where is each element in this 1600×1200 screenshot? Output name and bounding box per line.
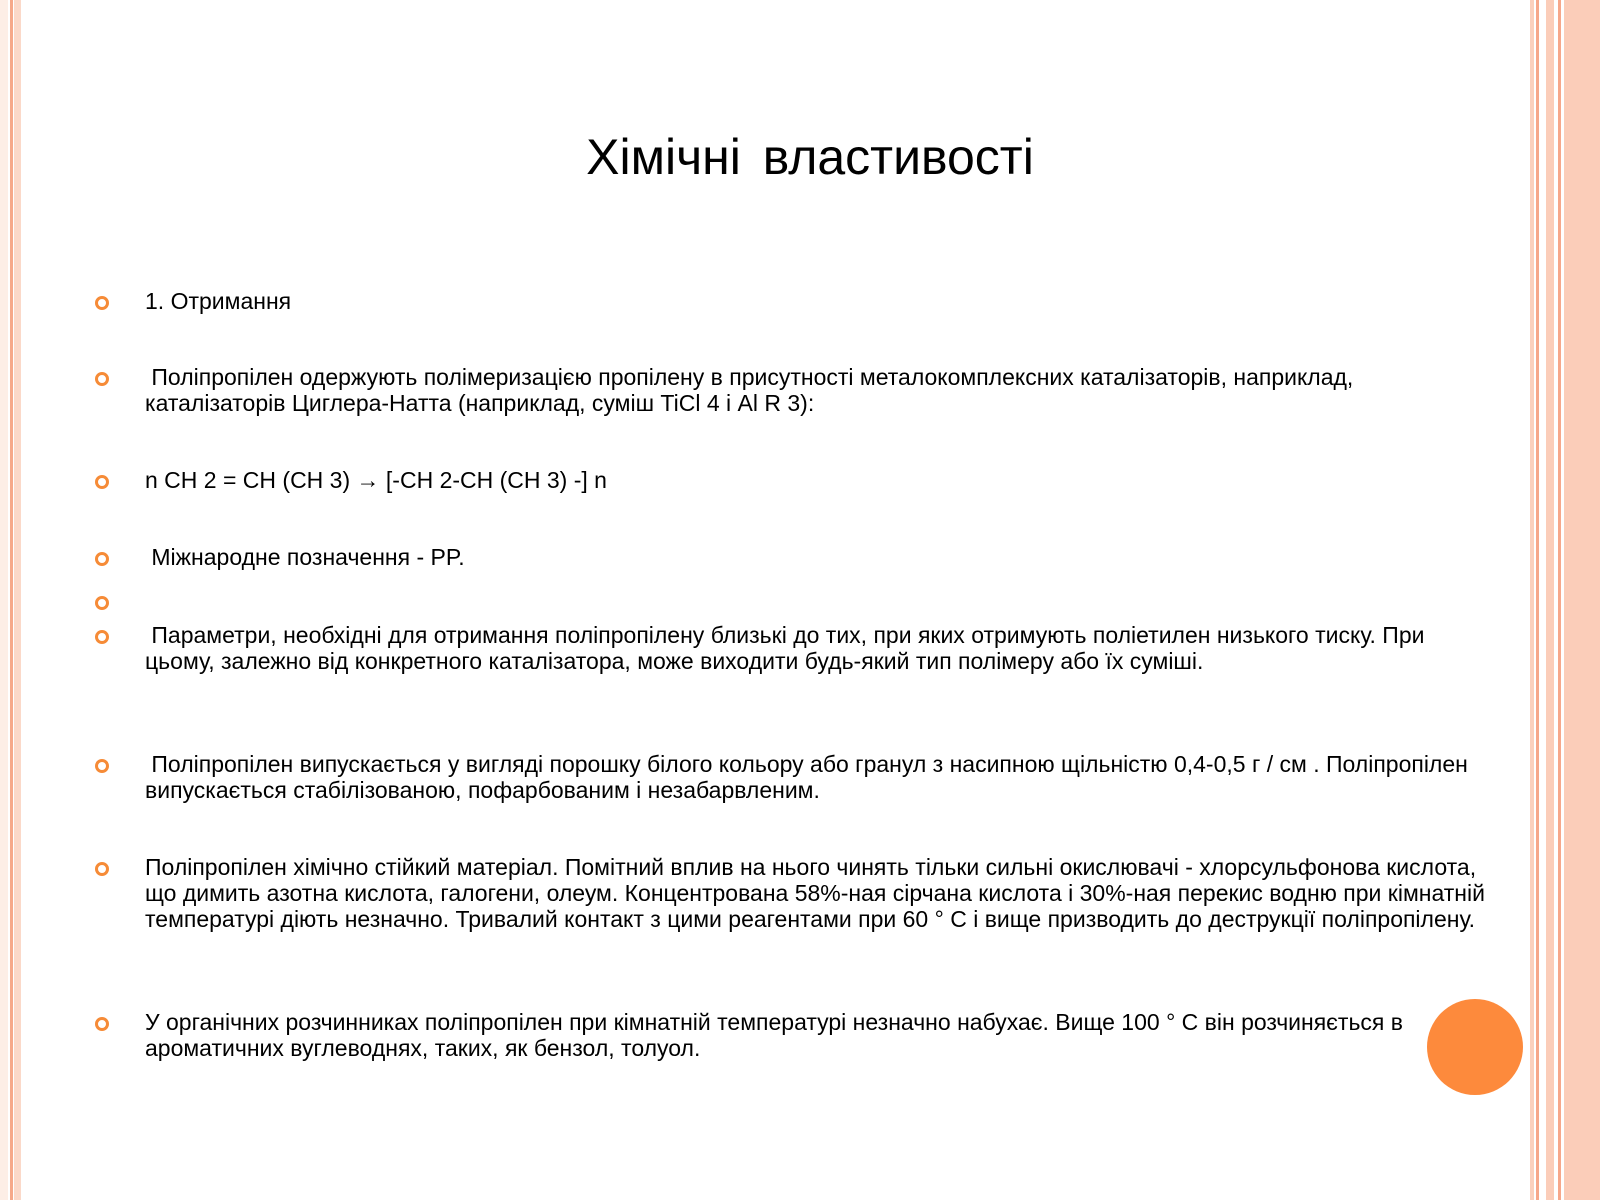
bullet-text: 1. Отримання bbox=[145, 288, 292, 314]
bullet-icon bbox=[95, 596, 109, 610]
slide-title: Хімічні властивості bbox=[586, 129, 1034, 185]
bullet-text: n CH 2 = CH (CH 3) → [-CH 2-CH (CH 3) -] n bbox=[145, 467, 607, 493]
bullet-text: Поліпропілен хімічно стійкий матеріал. Помітний вплив на нього чинять тільки сильні окислювачі - хлорсульфонова кислота, що димить азотна кислота, галогени, олеум. Концентрована 58%-ная сірчана кислота і 30%-ная перекис водню при кімнатній температурі діють незначно. Тривалий контакт з цими реагентами при 60 ° С і вище призводить до деструкції поліпропілену. bbox=[145, 854, 1492, 932]
bullet-icon bbox=[95, 630, 109, 644]
bullet-icon bbox=[95, 475, 109, 489]
bullet-icon bbox=[95, 372, 109, 386]
bullet-icon bbox=[95, 862, 109, 876]
bullet-icon bbox=[95, 1017, 109, 1031]
bullet-text: У органічних розчинниках поліпропілен при кімнатній температурі незначно набухає. Вище 100 ° С він розчиняється в ароматичних вуглеводнях, таких, як бензол, толуол. bbox=[145, 1009, 1410, 1061]
bullet-text: Поліпропілен випускається у вигляді порошку білого кольору або гранул з насипною щільністю 0,4-0,5 г / см . Поліпропілен випускається стабілізованою, пофарбованим і незабарвленим. bbox=[145, 751, 1475, 803]
bullet-text: Поліпропілен одержують полімеризацією пропілену в присутності металокомплексних каталізаторів, наприклад, каталізаторів Циглера-Натта (наприклад, суміш TiCl 4 і Al R 3): bbox=[145, 364, 1360, 416]
bullet-icon bbox=[95, 759, 109, 773]
bullet-text: Міжнародне позначення - PP. bbox=[145, 544, 465, 570]
bullet-icon bbox=[95, 296, 109, 310]
bullet-icon bbox=[95, 552, 109, 566]
bullet-text: Параметри, необхідні для отримання поліпропілену близькі до тих, при яких отримують поліетилен низького тиску. При цьому, залежно від конкретного каталізатора, може виходити будь-який тип полімеру або їх суміші. bbox=[145, 622, 1431, 674]
